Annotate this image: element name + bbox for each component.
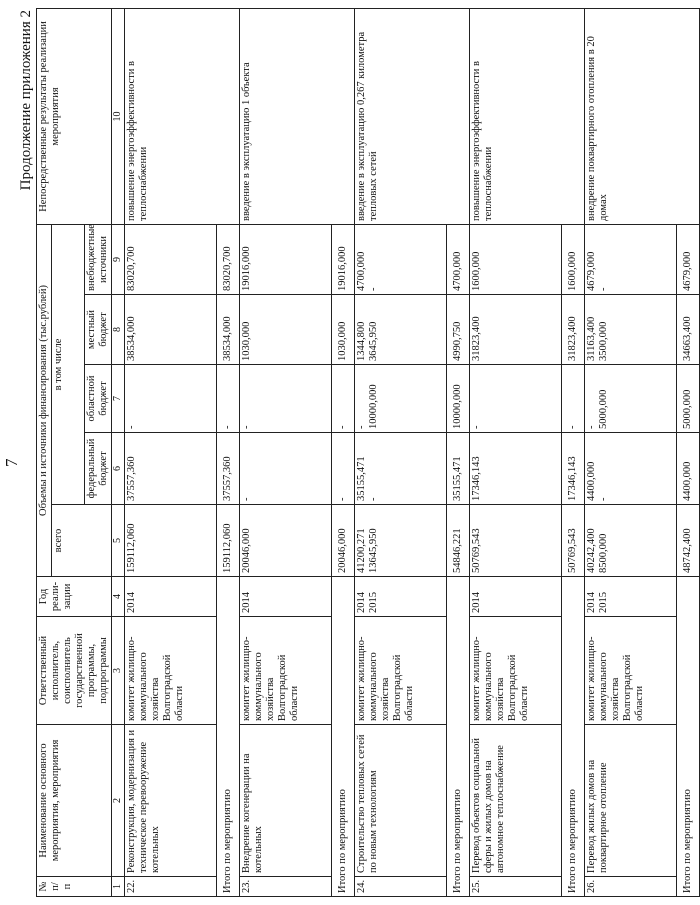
sum-federal: 37557,360 <box>216 433 239 505</box>
responsible-executor: комитет жилищно-коммунального хозяйства Волгоградской области <box>355 617 447 725</box>
sum-extrabudget: 1600,000 <box>562 224 585 294</box>
column-number: 7 <box>112 365 125 433</box>
implementation-year: 2014 <box>470 577 562 617</box>
column-number: 3 <box>112 617 125 725</box>
amount-total: 20046,000 <box>239 505 331 577</box>
expected-result: введение в эксплуатацию 1 объекта <box>239 8 354 224</box>
measure-name: Внедрение когенерации на котельных <box>239 725 331 877</box>
total-label: Итого по мероприятию <box>216 577 239 897</box>
measure-name: Реконструкция, модернизация и техническое перевооружение котельных <box>124 725 216 877</box>
total-label: Итого по мероприятию <box>562 577 585 897</box>
amount-regional: - <box>124 365 216 433</box>
amount-regional: - 10000,000 <box>355 365 447 433</box>
sum-extrabudget: 4679,000 <box>677 224 700 294</box>
sum-regional: - <box>331 365 354 433</box>
amount-federal: 37557,360 <box>124 433 216 505</box>
expected-result: повышение энергоэффективности в теплоснабжении <box>470 8 585 224</box>
measure-name: Строительство тепловых сетей по новым технологиям <box>355 725 447 877</box>
amount-local: 1344,800 3645,950 <box>355 295 447 365</box>
amount-federal: - <box>239 433 331 505</box>
page-number: 7 <box>2 458 21 467</box>
implementation-year: 2014 <box>124 577 216 617</box>
measure-row <box>470 8 562 896</box>
column-number: 8 <box>112 295 125 365</box>
sum-regional: 5000,000 <box>677 365 700 433</box>
amount-extrabudget: 83020,700 <box>124 224 216 294</box>
sum-local: 38534,000 <box>216 295 239 365</box>
total-label: Итого по мероприятию <box>447 577 470 897</box>
column-number: 2 <box>112 725 125 877</box>
header-extrabudget: внебюджетные источники <box>85 224 112 294</box>
amount-regional: - 5000,000 <box>585 365 677 433</box>
sum-extrabudget: 83020,700 <box>216 224 239 294</box>
amount-local: 1030,000 <box>239 295 331 365</box>
measure-row <box>585 8 677 896</box>
header-responsible: Ответственный исполнитель, соисполнитель государственной программы, подпрограммы <box>37 617 112 725</box>
sum-regional: 10000,000 <box>447 365 470 433</box>
amount-extrabudget: 4679,000 - <box>585 224 677 294</box>
column-number: 10 <box>112 8 125 224</box>
amount-federal: 35155,471 - <box>355 433 447 505</box>
amount-extrabudget: 4700,000 - <box>355 224 447 294</box>
sum-regional: - <box>216 365 239 433</box>
amount-total: 159112,060 <box>124 505 216 577</box>
measure-name: Перевод объектов социальной сферы и жилых домов на автономное теплоснабжение <box>470 725 562 877</box>
total-label: Итого по мероприятию <box>331 577 354 897</box>
implementation-year: 2014 2015 <box>355 577 447 617</box>
measure-row <box>124 8 216 896</box>
column-number: 6 <box>112 433 125 505</box>
amount-local: 31823,400 <box>470 295 562 365</box>
amount-regional: - <box>239 365 331 433</box>
column-number: 9 <box>112 224 125 294</box>
column-number: 4 <box>112 577 125 617</box>
header-result: Непосредственные результаты реализации мероприятия <box>37 8 112 224</box>
responsible-executor: комитет жилищно-коммунального хозяйства Волгоградской области <box>470 617 562 725</box>
responsible-executor: комитет жилищно-коммунального хозяйства Волгоградской области <box>124 617 216 725</box>
header-name: Наименование основного мероприятия, мероприятия <box>37 725 112 877</box>
measure-name: Перевод жилых домов на поквартирное отопление <box>585 725 677 877</box>
financing-table <box>36 8 700 897</box>
column-number: 5 <box>112 505 125 577</box>
amount-local: 38534,000 <box>124 295 216 365</box>
header-total: всего <box>52 505 112 577</box>
header-year: Год реали- зации <box>37 577 112 617</box>
header-local: местный бюджет <box>85 295 112 365</box>
sum-regional: - <box>562 365 585 433</box>
sum-total: 48742,400 <box>677 505 700 577</box>
measure-row <box>239 8 331 896</box>
measure-row <box>355 8 447 896</box>
amount-federal: 17346,143 <box>470 433 562 505</box>
sum-extrabudget: 4700,000 <box>447 224 470 294</box>
appendix-caption: Продолжение приложения 2 <box>18 10 34 191</box>
row-number: 25. <box>470 877 562 897</box>
responsible-executor: комитет жилищно-коммунального хозяйства Волгоградской области <box>239 617 331 725</box>
sum-total: 54846,221 <box>447 505 470 577</box>
sum-federal: 17346,143 <box>562 433 585 505</box>
header-including: в том числе <box>52 224 85 504</box>
sum-local: 4990,750 <box>447 295 470 365</box>
sum-total: 20046,000 <box>331 505 354 577</box>
header-financing: Объемы и источники финансирования (тыс.рублей) <box>37 224 52 576</box>
sum-federal: - <box>331 433 354 505</box>
header-regional: областной бюджет <box>85 365 112 433</box>
expected-result: введение в эксплуатацию 0,267 километра тепловых сетей <box>355 8 470 224</box>
total-label: Итого по мероприятию <box>677 577 700 897</box>
header-num: № п/п <box>37 877 112 897</box>
responsible-executor: комитет жилищно-коммунального хозяйства Волгоградской области <box>585 617 677 725</box>
sum-local: 31823,400 <box>562 295 585 365</box>
header-federal: федеральный бюджет <box>85 433 112 505</box>
amount-total: 41200,271 13645,950 <box>355 505 447 577</box>
amount-regional: - <box>470 365 562 433</box>
row-number: 22. <box>124 877 216 897</box>
sum-local: 34663,400 <box>677 295 700 365</box>
column-number-row <box>112 8 125 896</box>
sum-total: 50769,543 <box>562 505 585 577</box>
sum-extrabudget: 19016,000 <box>331 224 354 294</box>
row-number: 24. <box>355 877 447 897</box>
sum-federal: 4400,000 <box>677 433 700 505</box>
amount-federal: 4400,000 - <box>585 433 677 505</box>
amount-extrabudget: 19016,000 <box>239 224 331 294</box>
sum-total: 159112,060 <box>216 505 239 577</box>
column-number: 1 <box>112 877 125 897</box>
implementation-year: 2014 2015 <box>585 577 677 617</box>
row-number: 26. <box>585 877 677 897</box>
amount-total: 50769,543 <box>470 505 562 577</box>
sum-federal: 35155,471 <box>447 433 470 505</box>
amount-total: 40242,400 8500,000 <box>585 505 677 577</box>
sum-local: 1030,000 <box>331 295 354 365</box>
expected-result: внедрение поквартирного отопления в 20 домах <box>585 8 700 224</box>
implementation-year: 2014 <box>239 577 331 617</box>
row-number: 23. <box>239 877 331 897</box>
amount-local: 31163,400 3500,000 <box>585 295 677 365</box>
amount-extrabudget: 1600,000 <box>470 224 562 294</box>
expected-result: повышение энергоэффективности в теплоснабжении <box>124 8 239 224</box>
